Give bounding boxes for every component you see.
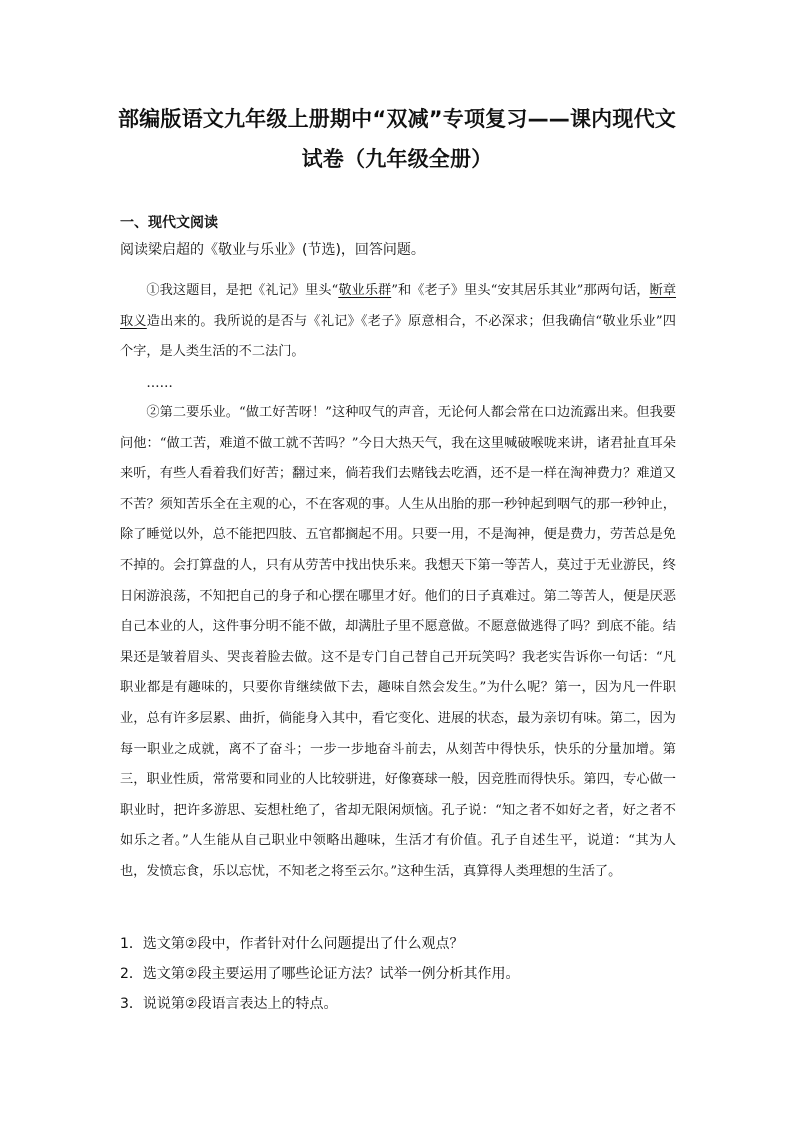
passage-paragraph-2: ②第二要乐业。“做工好苦呀！”这种叹气的声音，无论何人都会常在口边流露出来。但我要问他：“做工苦，难道不做工就不苦吗？”今日大热天气，我在这里喊破喉咙来讲，诸君扯直耳朵来听，有些人看着我们好苦；翻过来，倘若我们去赌钱去吃酒，还不是一样在淘神费力？难道又不苦？须知苦乐全在主观的心，不在客观的事。人生从出胎的那一秒钟起到咽气的那一秒钟止，除了睡觉以外，总不能把四肢、五官都搁起不用。只要一用，不是淘神，便是费力，劳苦总是免不掉的。会打算盘的人，只有从劳苦中找出快乐来。我想天下第一等苦人，莫过于无业游民，终日闲游浪荡，不知把自己的身子和心摆在哪里才好。他们的日子真难过。第二等苦人，便是厌恶自己本业的人，这件事分明不能不做，却满肚子里不愿意做。不愿意做逃得了吗？到底不能。结果还是皱着眉头、哭丧着脸去做。这不是专门自己替自己开玩笑吗？我老实告诉你一句话：“凡职业都是有趣味的，只要你肯继续做下去，趣味自然会发生。”为什么呢？第一，因为凡一件职业，总有许多层累、曲折，倘能身入其中，看它变化、进展的状态，最为亲切有味。第二，因为每一职业之成就，离不了奋斗；一步一步地奋斗前去，从刻苦中得快乐，快乐的分量加增。第三，职业性质，常常要和同业的人比较骈进，好像赛球一般，因竞胜而得快乐。第四，专心做一职业时，把许多游思、妄想杜绝了，省却无限闲烦恼。孔子说：“知之者不如好之者，好之者不如乐之者。”人生能从自己职业中领略出趣味，生活才有价值。孔子自述生平，说道：“其为人也，发愤忘食，乐以忘忧，不知老之将至云尔。”这种生活，真算得人类理想的生活了。: [120, 405, 676, 879]
paragraph-1-text-a: ①我这题目，是把《礼记》里头“: [146, 283, 339, 298]
passage-paragraph-1: [120, 276, 676, 368]
paragraph-1-text-b: ”和《老子》里头“安其居乐其业”那两句话，: [391, 283, 650, 298]
question-2: 2．选文第②段主要运用了哪些论证方法？试举一例分析其作用。: [120, 966, 520, 982]
reading-instruction: 阅读梁启超的《敬业与乐业》(节选)，回答问题。: [120, 242, 425, 258]
document-title-line-2: 试卷（九年级全册）: [301, 147, 493, 171]
question-1: 1．选文第②段中，作者针对什么问题提出了什么观点？: [120, 936, 464, 952]
section-heading: 一、现代文阅读: [120, 215, 218, 231]
underlined-term-1: 敬业乐群: [338, 283, 392, 298]
passage-ellipsis: ……: [146, 376, 173, 391]
paragraph-1-text-c: 造出来的。我所说的是否与《礼记》《老子》原意相合，不必深求；但我确信“敬业乐业”四个字，是人类生活的不二法门。: [120, 313, 676, 360]
document-title-line-1: 部编版语文九年级上册期中“双减”专项复习——课内现代文: [117, 107, 676, 131]
underlined-term-2: 断章取义: [120, 283, 677, 329]
question-3: 3．说说第②段语言表达上的特点。: [120, 996, 338, 1012]
